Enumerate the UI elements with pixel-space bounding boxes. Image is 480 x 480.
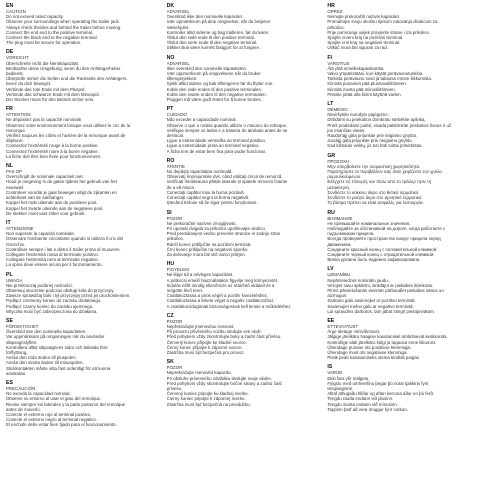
warning-line: Verificați întotdeauna părțile laterale și spatele remorcii înainte [166,179,288,185]
language-block [327,364,474,412]
warning-line: Dirbdami su priekabos domkratu stebėkite aplinką. [327,117,426,123]
warning-line: Verbinde das schwarze Ende mit dem Minuspol. [6,91,100,97]
warning-line: Sjekk alltid sidene og bak tilhengeren før du flytter noe. [166,81,274,87]
warning-line: Não exceder a capacidade nominal. [166,117,237,123]
warning-line: La fiche doit être bien fixée pour fonctionnement. [6,153,101,159]
language-code: PL [6,271,13,278]
warning-line: Kad kištukas veiktų, jis turi būti tvirtai pritvirtintas. [327,143,423,149]
warning-line: Вилка должна быть надежно зафиксирована. [327,257,421,263]
warning-line: Pri uporabi dvigala za prikolico upoštevajte okolico. [166,225,267,231]
warning-line: Utikač mora biti siguran za rad. [327,45,388,51]
warning-line: Не превышайте номинальные значения. [327,220,411,226]
warning-line: Observe o que o rodeia quando utilizar o macaco do reboque. [166,122,288,128]
warning-line: Kontrollige alati järelkäru külgi ja tagaosa enne liikumist. [327,339,437,345]
warning-line: Červený konec připojte ke kladné svorce. [166,339,247,345]
warning-line: mögötte lévő teret. [166,287,204,293]
warning-line: jos esančias vietas. [327,127,366,133]
warning-title: OPREZ [327,9,343,14]
language-code: SI [166,209,172,216]
warning-line: Osservare l'ambiente circostante quando si utilizza il cric del [6,236,123,242]
language-code: LT [327,101,334,108]
warning-line: Spojite crveni kraj na pozitivni terminal. [327,35,404,41]
warning-line: Overskrid ikke den nominelle kapacitet. [166,14,244,20]
language-block [167,55,314,103]
warning-line: Promatrajte svoju okolinu tijekom rukovanja dizalicom za [327,19,438,25]
warning-line: användas. [6,370,27,376]
warning-line: Pred pohybom vždy skontrolujte bočné strany a zadnú časť [166,380,283,386]
warning-line: Conectați capătul negru la borna negativă. [166,195,250,201]
warning-line: deslocar. [166,133,185,139]
warning-line: Prieš pradėdami judėti, visada patikrinkite priekabos šonus ir už [327,122,452,128]
language-block [6,220,153,268]
warning-line: déplacer. [6,138,24,144]
language-code: EE [327,317,335,324]
warning-line: Valvo ympäristöäsi, kun käytät perävaunutunkkia. [327,71,424,77]
warning-title: UWAGA [6,277,23,283]
warning-line: Podłącz czerwony koniec do zacisku dodatniego. [6,298,102,304]
warning-line: Pri obsluhe prívesného zdviháku sledujte svoje okolie. [166,375,272,381]
warning-line: achterkant van de aanhanger. [6,195,65,201]
warning-line: Zástrčka musí být bezpečná pro provoz. [166,349,245,355]
warning-line: Beobachte deine Umgebung, wenn du den Anhängerheber [6,65,121,71]
warning-line: Controllare sempre i lati e dietro il trailer prima di muoversi. [6,246,121,252]
warning-line: Neviršykite nurodyto pajėgumo. [327,112,389,118]
warning-line: Controleer voordat je gaat bewegen altijd de zijkanten en [6,189,117,195]
warning-line: Jälgige järelkäru haagise kasutamisel ümbritsevat keskkonda. [327,334,448,340]
warning-title: ATTENZIONE [6,225,34,231]
language-block [6,318,153,376]
warning-line: Ikke overskrid den nominelle kapasiteten. [166,65,248,71]
warning-line: Vær oppmerksom på omgivelsene når du bruker [166,71,261,77]
warning-line: tilhengerjekken. [166,76,198,82]
warning-line: de a vă mișca. [166,184,195,190]
warning-title: CUIDADO [166,112,187,118]
warning-line: μετακίνηση. [327,184,351,190]
column-left [6,3,153,478]
warning-line: bevor du dich bewegst. [6,81,52,87]
warning-line: Ärge ületage nimivõimsust. [327,329,381,335]
warning-title: DĖMESIO [327,107,348,113]
warning-line: Verbinde das rote Ende mit dem Pluspol. [6,86,86,92]
warning-line: aizmuguri. [327,293,348,299]
language-block [327,3,474,51]
warning-line: Var uppmärksam på omgivningen när du använder [6,334,105,340]
warning-line: The plug must be secure for operation. [6,40,82,46]
warning-title: ETTEVAATUST [327,323,359,329]
warning-line: Tilslut den røde ende til den positive terminal. [166,35,255,41]
warning-line: подъемником прицепа. [327,231,375,237]
warning-title: PAS OP [6,169,23,175]
warning-line: Alltaf athugaðu hliðar og aftan kerruna áður en þú ferð. [327,391,435,397]
language-code: LV [327,266,334,273]
warning-line: Csatlakoztassa a fekete végét a negatív csatlakozóhoz. [166,298,275,304]
warning-line: Überprüfe immer die Seiten und die Rückseite des Anhängers, [6,76,128,82]
warning-line: Overschrijdt de nominale capaciteit niet. [6,174,84,180]
warning-title: FÖRSIKTIGHET [6,323,39,329]
warning-line: Anslut den röda änden till pluspolen. [6,355,77,361]
warning-line: Sarkano galu savienojiet ar pozitīvo termināli. [327,298,416,304]
warning-title: ADVARSEL [166,9,190,14]
language-code: PT [166,106,174,113]
warning-line: Za delovanje mora biti vtič varno pritrjen. [166,251,246,257]
warning-line: Anslut den svarta änden till minuspolen. [6,360,84,366]
language-block [327,318,474,360]
warning-line: prívesu. [166,385,183,391]
warning-line: Lai spraudnis darbotos, tam jābūt stingri piestiprinātam. [327,308,435,314]
warning-line: neuswiel. [6,184,25,190]
warning-line: släpvagnslyften. [6,339,38,345]
warning-line: Conecte el extremo rojo al terminal positivo. [6,412,92,417]
warning-line: Do not exceed rated capacity. [6,14,64,20]
warning-line: Zástrčka musí byť bezpečná na prevádzku. [166,401,251,407]
warning-line: Älä ylitä nimelliskapasiteettia. [327,65,385,71]
warning-line: Всегда проверяйте пространство вокруг прицепа перед [327,236,441,242]
column-middle [167,3,314,478]
warning-line: Соедините красный конец с положительной клеммой. [327,246,438,252]
language-code: ES [6,379,13,386]
warning-line: Čierny koniec pripojte k zápornej svorke. [166,396,246,402]
language-block [167,210,314,258]
language-code: GR [327,152,336,159]
warning-line: Černý konec připojte k záporné svorce. [166,344,243,350]
language-code: SK [166,359,174,366]
warning-line: förflyttning. [6,349,28,355]
warning-line: Nepārsniedziet nominālo jaudu. [327,277,389,283]
language-block [327,101,474,149]
warning-line: Observați împrejurimile dvs. când utilizați cricul de remorcă. [166,174,283,180]
warning-line: antes de moverlo. [6,406,41,412]
warning-line: Observe su entorno al usar el gato del remolque. [6,396,102,402]
warning-line: Tilslut den sorte ende til den negative terminal. [166,40,258,46]
warning-line: Connectez l'extrémité rouge à la borne positive. [6,143,99,149]
warning-line: Před pohybem vždy zkontrolujte boky a zadní část přívěsu. [166,334,282,340]
language-code: IT [6,219,11,226]
warning-line: Ligue a extremidade vermelha ao terminal positivo. [166,138,267,144]
warning-line: Observez votre environnement lorsque vous utilisez le cric de la [6,122,131,128]
warning-line: Črni konec priključite na negativni sponko. [166,246,249,252]
warning-line: Pred premikanjem vedno preverite stranice in zadnjo stran [166,231,281,237]
language-code: DE [6,49,14,56]
warning-line: Tengdu rauða endann við plúsinn. [327,396,394,402]
warning-title: POZOR [166,365,183,371]
warning-line: No exceda la capacidad nominal. [6,391,71,397]
warning-line: Nepřekračujte jmenovitou nosnost. [166,323,235,329]
warning-title: ATTENTION [6,112,31,118]
warning-line: Nemojte prekoračiti nazivni kapacitet. [327,14,401,20]
language-block [6,106,153,159]
warning-line: Vérifiez toujours les côtés et l'arrière de la remorque avant de [6,133,126,139]
warning-line: Ekki fara yfir málgetu. [327,375,370,381]
warning-line: Pirms pārvietošanās vienmēr pārbaudiet piekabes sānus un [327,287,444,293]
warning-line: remorque. [6,127,27,133]
warning-line: Obserwuj otoczenie podczas obsługi koła do przyczepy. [6,287,115,293]
language-code: RU [327,209,335,216]
warning-line: Stickkontakten måste sitta fast ordentligt för att kunna [6,365,111,371]
warning-line: Kontroller altid siderne og bag trailleren, før du kører. [166,29,270,35]
language-block [167,261,314,309]
warning-line: A csatlakozódugónak biztonságosnak kell lennie a működéshez. [166,303,292,309]
warning-line: bedienst. [6,71,24,77]
language-code: HR [327,3,335,9]
warning-line: prikolice. [166,236,184,242]
warning-line: Non superare la capacità nominale. [6,231,76,237]
language-block [167,106,314,154]
language-block [167,158,314,206]
warning-line: Spojite crni kraj na negativni terminal. [327,40,401,46]
warning-line: Savienojiet melno galu ar negatīvo termināli. [327,303,414,309]
language-code: IS [327,364,333,371]
warning-line: Соедините черный конец с отрицательной клеммой. [327,251,435,257]
column-right [327,3,474,478]
warning-line: Fylgstu með umhverfinu þegar þú notar tjakkinn fyrir [327,380,429,386]
language-block [6,49,153,102]
language-code: RO [166,157,175,164]
warning-line: Ligue a extremidade preta ao terminal negativo. [166,143,260,149]
warning-line: Μην υπερβαίνετε την ονομαστική χωρητικότητα. [327,163,421,169]
warning-line: Nu depășiți capacitatea nominală. [166,169,233,175]
warning-line: Collegare l'estremità nera al terminale negativo. [6,257,99,263]
warning-line: Connect the black end to the negative terminal. [6,35,98,41]
warning-line: Tarkista perävaunu sivut ja takaosa ennen liikkumista. [327,76,433,82]
language-block [327,153,474,206]
warning-line: tengivagninn. [327,385,354,391]
warning-title: VORSICHT [6,55,29,61]
warning-line: Nie przekraczaj podanej nośności. [6,282,73,288]
language-block [327,55,474,97]
warning-line: Koppel het zwarte uiteinde aan de negatieve pool. [6,205,104,211]
warning-line: Tengdu svarta endann við mínusinn. [327,401,398,407]
warning-line: prikolicu. [327,24,345,30]
warning-title: ATENȚIE [166,163,185,169]
language-block [167,313,314,355]
warning-line: Indulás előtt mindig ellenőrizze az utánfutó oldalait és a [166,282,275,288]
language-code: FI [327,54,332,61]
language-block [6,163,153,216]
warning-line: Kiinnitä musta pää miinusliittimeen. [327,86,396,92]
warning-title: VARÚÐ [327,370,343,376]
warning-line: Juodąjį galą prijunkite prie neigiamo gnybto. [327,138,413,144]
warning-line: Ne lépje túl a névleges kapacitást. [166,272,234,278]
warning-line: Raudonąjį galą prijunkite prie teigiamo gnybto. [327,133,418,139]
warning-line: движением. [327,241,352,247]
warning-line: Συνδέστε το κόκκινο άκρο στο θετικό τερματικό. [327,189,420,195]
warning-line: Наблюдайте за обстановкой на дороге, когда работаете с [327,225,446,231]
warning-line: Connect the end end to the positive terminal. [6,29,94,35]
warning-line: rimorchio. [6,241,26,247]
warning-title: ВНИМАНИЕ [327,215,353,221]
warning-line: Ühendage must ots negatiivse klemmiga. [327,349,408,355]
warning-line: Wtyczka musi być zabezpieczona do działania. [6,308,98,314]
warning-line: Koppel het rode uiteinde aan de positieve pool. [6,200,98,206]
warning-line: Pistoke pitää olla kiinni käyttöä varten. [327,91,402,97]
language-block [6,272,153,314]
warning-line: Kontrollera alltid släpvagnens sidor och baksida före [6,344,108,350]
warning-line: Överskrid inte den nominella kapaciteten. [6,329,87,335]
warning-line: A pótkocsi emelő használatakor figyelje meg környezetét. [166,277,279,283]
warning-line: Zawsze sprawdzaj boki i tył przyczepy przed jej uruchomieniem. [6,293,131,299]
warning-line: Kiinnitä punainen pää plusnavaliittimeen. [327,81,407,87]
warning-line: Pluggen må være godt festet for å kunne brukes. [166,97,262,103]
warning-line: Koble den svarte enden til den negative terminalen. [166,91,267,97]
warning-line: Connectez l'extrémité noire à la borne négative. [6,148,99,154]
warning-title: ΠΡΟΣΟΧΗ [327,158,350,164]
warning-title: ADVARSEL [166,60,190,66]
warning-line: Ελέγχετε τις πλευρές και πίσω από το τρέιλερ πριν τη [327,179,432,185]
warning-line: Houd je omgeving in de gaten tijdens het gebruik van het [6,179,117,185]
language-block [6,380,153,428]
warning-title: CAUTION [6,9,26,14]
language-block [167,359,314,407]
warning-line: Conecte el extremo negro al terminal negativo. [6,417,98,423]
warning-line: Überschreite nicht die Nennkapazität. [6,60,79,66]
language-block [327,266,474,314]
warning-line: Neprekračujte menovitú kapacitu. [166,370,232,376]
warning-line: næsehjulet. [166,24,190,30]
warning-line: Vær opmærksom på dine omgivelser, når du betjener [166,19,271,25]
warning-line: Rdeči konec priključite na pozitivni terminal. [166,241,252,247]
warning-line: Conectați capătul roșu la borna pozitivă. [166,189,245,195]
warning-line: Tappinn þarf að vera öruggur fyrir notkun. [327,406,408,412]
language-code: NL [6,163,13,170]
language-code: HU [166,261,175,268]
warning-line: Vērojiet savu apkārtni, strādājot ar piekabes domkratu. [327,282,434,288]
warning-line: Ne prekoračite nazivne zmogljivosti. [166,220,237,226]
language-block [327,210,474,263]
warning-line: Συνδέστε το μαύρο άκρο στο αρνητικό τερματικό. [327,195,423,201]
warning-line: Pistik peab kasutamiseks olema kindlalt paigas. [327,355,421,361]
warning-line: A ficha tem de estar bem fixa para poder funcionar. [166,148,267,154]
warning-title: FIGYELEM [166,267,189,273]
warning-line: El enchufe debe estar bien fijado para el funcionamiento. [6,422,117,428]
warning-line: La spina deve essere sicura per il funzionamento. [6,262,103,268]
warning-line: Červený koniec pripojte ku kladnej svorke. [166,391,249,397]
warning-line: Το βύσμα πρέπει να είναι ασφαλές για λειτουργία. [327,200,424,206]
warning-line: Verifique sempre os lados e a traseira do atrelado antes de se [166,127,288,133]
warning-line: Při provozu přívěsného vozíku sledujte své okolí. [166,329,262,335]
warning-line: Revise siempre los laterales y la parte posterior del remolque [6,401,126,407]
language-code: NO [166,54,175,61]
warning-line: Koble den røde enden til den positive terminalen. [166,86,263,92]
language-code: CZ [166,312,174,319]
warning-line: Ühendage punane ots positiivse klemmiga. [327,344,412,350]
warning-title: UZMANĪBU [327,272,351,278]
warning-line: Csatlakoztassa a piros végét a pozitív kivezetéshez. [166,293,269,299]
warning-title: VAROITUS [327,60,350,66]
warning-line: Collegare l'estremità rossa al terminale positivo. [6,251,100,257]
language-code: SE [6,317,13,324]
language-block [167,3,314,51]
warning-line: Prije pomicanja uvijek provjerite strane i iza prikolice. [327,29,431,35]
warning-title: POZOR [166,215,183,221]
warning-line: Stikket skal være korrekt fastgjort for at fungere. [166,45,261,51]
warning-line: Παρατηρήστε το περιβάλλον σας όταν χειρίζεστε τον γρύλο [327,169,442,175]
language-code: EN [6,3,14,9]
warning-line: Ștecărul trebuie să fie sigur pentru funcționare. [166,200,258,206]
warning-title: POZOR [166,318,183,324]
warning-line: Podłącz czarny koniec do zacisku ujemnego. [6,303,94,309]
language-block [6,3,153,45]
warning-line: ρυμουλκούμενου. [327,174,362,180]
warning-line: Observe your surroundings when operating the trailer jack. [6,19,120,25]
warning-line: Ne dépassez pas la capacité nominale. [6,117,83,123]
language-code: FR [6,106,13,113]
warning-line: Der Stecker muss für den Betrieb sicher sein. [6,97,95,103]
warning-title: PRECAUCIÓN [6,385,36,391]
language-code: DK [166,3,175,9]
warning-line: De stekker moet vast zitten voor gebruik. [6,210,86,216]
warning-line: Always check theisles and behind the trailer before moving. [6,24,122,30]
